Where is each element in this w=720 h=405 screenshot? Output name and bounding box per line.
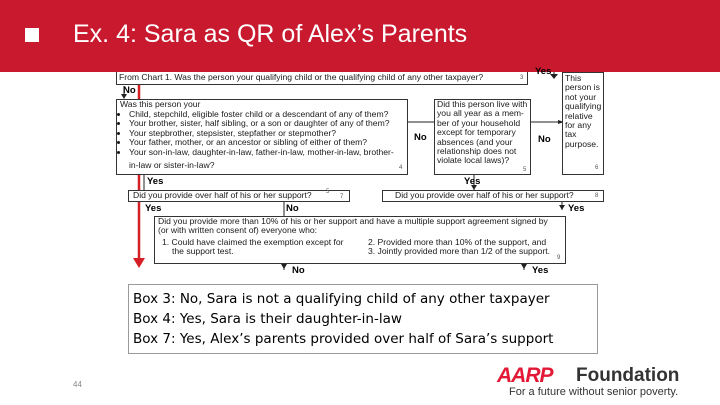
box-4-number: 4 (399, 165, 403, 171)
box-9-yes-label: Yes (532, 265, 549, 276)
box-8-question: Did you provide over half of his or her support? (395, 190, 574, 200)
box-4-question: Was this person your (120, 99, 201, 109)
box-7-number: 7 (340, 194, 344, 200)
box-5-line: ber of your household (437, 117, 521, 128)
box-4-item: • Your father, mother, or an ancestor or sibling of either of them? (129, 138, 394, 147)
aarp-foundation-logo (497, 364, 693, 400)
box-5-no-label: No (538, 134, 551, 145)
box-5-number: 5 (523, 167, 527, 173)
box-5-line: absences (and your (437, 136, 513, 147)
box-6-line: purpose. (565, 138, 599, 149)
box-6-number: 6 (595, 165, 599, 171)
box-9-item-3: 3. Jointly provided more than 1/2 of the support. (368, 246, 551, 256)
box-3-yes-label: Yes (535, 66, 552, 77)
box-4-item: • Your brother, sister, half sibling, or a son or daughter of any of them? (129, 119, 394, 128)
logo-tagline: For a future without senior poverty. (509, 386, 679, 398)
box-3-no-label: No (123, 85, 136, 96)
slide-title: Ex. 4: Sara as QR of Alex’s Parents (73, 20, 468, 48)
box-7-yes-label: Yes (145, 203, 162, 214)
aarp-logo-mark: AARP (497, 364, 553, 387)
bullet-square-icon (25, 28, 39, 42)
title-bar (0, 0, 720, 72)
box-7-footnote: 5 (326, 189, 330, 195)
box-6-text (565, 74, 601, 149)
box-5-yes-label: Yes (464, 176, 481, 187)
box-7-no-label: No (286, 203, 299, 214)
box-6-line: person is (565, 82, 600, 93)
answer-box-4: Box 4: Yes, Sara is their daughter-in-law (133, 311, 402, 327)
box-8-yes-label: Yes (568, 203, 585, 214)
box-5-line: except for temporary (437, 127, 516, 138)
box-7-question: Did you provide over half of his or her support? (133, 190, 312, 200)
box-6-line: relative (565, 110, 593, 121)
answer-box-7: Box 7: Yes, Alex’s parents provided over half of Sara’s support (133, 331, 554, 347)
box-6-line: qualifying (565, 101, 602, 112)
box-3-number: 3 (520, 75, 524, 81)
box-9-line-2: (or with written consent of) everyone who: (158, 225, 318, 235)
box-4-no-label: No (414, 132, 427, 143)
box-5-question (437, 100, 527, 166)
box-4-list (120, 110, 394, 157)
box-9-number: 9 (557, 255, 561, 261)
box-8-number: 8 (595, 193, 599, 199)
box-6-line: tax (565, 129, 577, 140)
answer-box-3: Box 3: No, Sara is not a qualifying child of any other taxpayer (133, 291, 550, 307)
box-5-line: you all year as a mem- (437, 108, 524, 119)
box-9-line-1: Did you provide more than 10% of his or her support and have a multiple support agreement signed by (158, 216, 548, 226)
box-6-line: not your (565, 91, 597, 102)
box-9-item-1b: the support test. (172, 246, 234, 256)
logo-foundation-text: Foundation (576, 365, 680, 386)
page-number: 44 (73, 380, 82, 389)
box-4-item-continued: in-law or sister-in-law? (129, 160, 215, 170)
flowchart-excerpt (114, 66, 605, 276)
answer-box (128, 284, 598, 354)
box-4-yes-label: Yes (147, 176, 164, 187)
box-9-item-2: 2. Provided more than 10% of the support, and (368, 237, 547, 247)
box-9-no-label: No (292, 265, 305, 276)
box-5-line: relationship does not (437, 146, 517, 157)
box-4-item: • Child, stepchild, eligible foster child or a descendant of any of them? (129, 110, 394, 119)
box-5-line: violate local laws)? (437, 155, 510, 166)
box-6-line: for any (565, 120, 592, 131)
box-9-item-1a: 1. Could have claimed the exemption except for (162, 237, 344, 247)
box-5-line: Did this person live with (437, 99, 528, 109)
box-4-item: • Your son-in-law, daughter-in-law, father-in-law, mother-in-law, brother- (129, 148, 394, 157)
box-3-question: From Chart 1. Was the person your qualifying child or the qualifying child of any other taxpayer? (119, 72, 484, 82)
box-6-line: This (565, 73, 582, 83)
box-4-item: • Your stepbrother, stepsister, stepfather or stepmother? (129, 129, 394, 138)
